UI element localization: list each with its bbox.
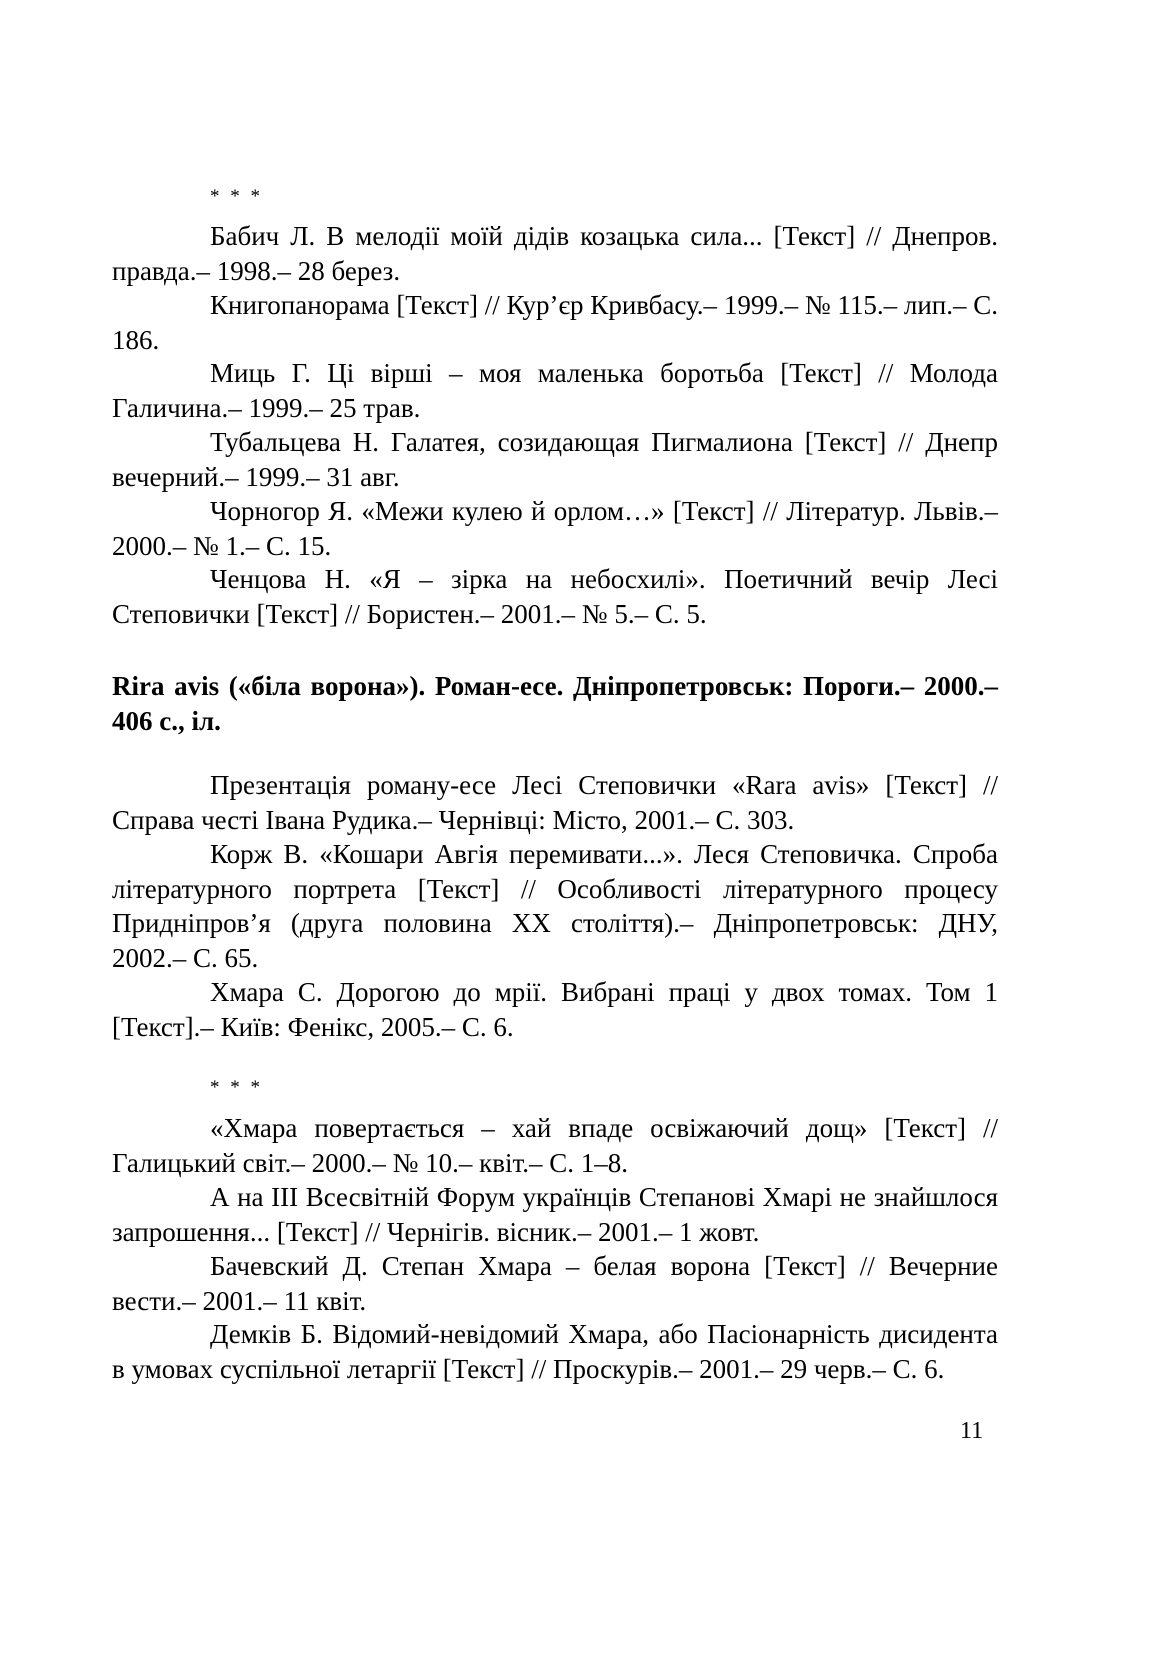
- bib-entry-khmara: Хмара С. Дорогою до мрії. Вибрані праці у двох томах. Том 1 [Текст].– Київ: Фенікс, 2005.– С. 6.: [112, 977, 998, 1042]
- bib-entry-forum: А на ІІІ Всесвітній Форум українців Степанові Хмарі не знайшлося запрошення... [Текст] // Чернігів. вісник.– 2001.– 1 жовт.: [112, 1182, 998, 1247]
- bib-entry-chentsova: Ченцова Н. «Я – зірка на небосхилі». Поетичний вечір Лесі Степовички [Текст] // Бористен.– 2001.– № 5.– С. 5.: [112, 564, 998, 629]
- bib-entry-chornohor: Чорногор Я. «Межи кулею й орлом…» [Текст] // Літератур. Львів.– 2000.– № 1.– С. 15.: [112, 496, 998, 561]
- book-heading: Rira avis («біла ворона»). Роман-есе. Дніпропетровськ: Пороги.– 2000.– 406 с., іл.: [112, 671, 998, 736]
- bib-entry-knyhopanorama: Книгопанорама [Текст] // Кур’єр Кривбасу.– 1999.– № 115.– лип.– С. 186.: [112, 290, 998, 355]
- section-separator-1: * * *: [210, 186, 263, 207]
- bib-entry-korzh: Корж В. «Кошари Авгія перемивати...». Леся Степовичка. Спроба літературного портрета [Текст] // Особливості літературного процесу Придніпров’я (друга половина ХХ століття).– Дніпропетровськ: ДНУ, 2002.– С. 65.: [112, 839, 998, 973]
- page-number: 11: [960, 1418, 984, 1444]
- bib-entry-prezentatsiia: Презентація роману-есе Лесі Степовички «Rara avis» [Текст] // Справа честі Івана Рудика.– Чернівці: Місто, 2001.– С. 303.: [112, 770, 998, 835]
- bib-entry-bachevskyi: Бачевский Д. Степан Хмара – белая ворона [Текст] // Вечерние вести.– 2001.– 11 квіт.: [112, 1251, 998, 1316]
- bib-entry-tubaltseva: Тубальцева Н. Галатея, созидающая Пигмалиона [Текст] // Днепр вечерний.– 1999.– 31 авг.: [112, 427, 998, 492]
- section-separator-2: * * *: [210, 1077, 263, 1098]
- bib-entry-babych: Бабич Л. В мелодії моїй дідів козацька сила... [Текст] // Днепров. правда.– 1998.– 28 берез.: [112, 221, 998, 286]
- bib-entry-myts: Миць Г. Ці вірші – моя маленька боротьба [Текст] // Молода Галичина.– 1999.– 25 трав.: [112, 358, 998, 423]
- bib-entry-khmara-povertaietsia: «Хмара повертається – хай впаде освіжаючий дощ» [Текст] // Галицький світ.– 2000.– № 10.– квіт.– С. 1–8.: [112, 1113, 998, 1178]
- bib-entry-demkiv: Демків Б. Відомий-невідомий Хмара, або Пасіонарність дисидента в умовах суспільної летаргії [Текст] // Проскурів.– 2001.– 29 черв.– С. 6.: [112, 1319, 998, 1384]
